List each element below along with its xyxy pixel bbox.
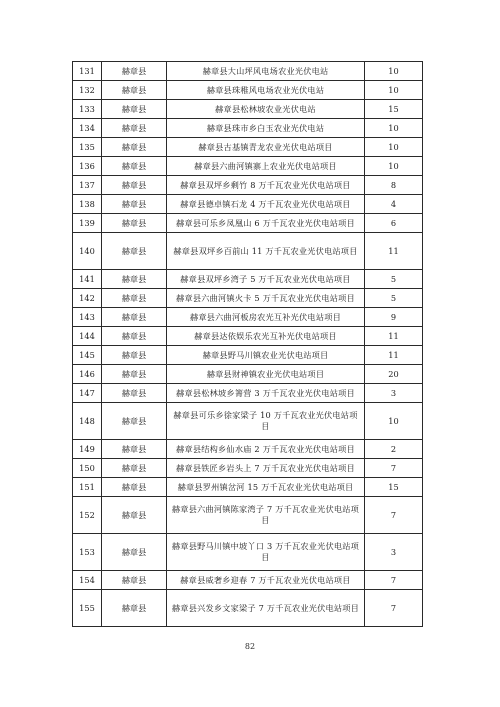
project-name-cell: 赫章县财神镇农业光伏电站项目 [167, 365, 365, 384]
project-name-cell: 赫章县铁匠乡岩头上 7 万千瓦农业光伏电站项目 [167, 459, 365, 478]
project-name-cell: 赫章县野马川镇农业光伏电站项目 [167, 346, 365, 365]
county-cell: 赫章县 [102, 195, 167, 214]
county-cell: 赫章县 [102, 478, 167, 497]
table-row [73, 403, 423, 440]
row-number-cell: 149 [73, 440, 102, 459]
table-row [73, 195, 423, 214]
capacity-cell: 7 [365, 571, 423, 590]
table-row [73, 157, 423, 176]
project-name-cell: 赫章县可乐乡凤凰山 6 万千瓦农业光伏电站项目 [167, 214, 365, 233]
capacity-cell: 7 [365, 497, 423, 534]
project-name-cell: 赫章县六曲河镇陈家湾子 7 万千瓦农业光伏电站项目 [167, 497, 365, 534]
county-cell: 赫章县 [102, 81, 167, 100]
project-name-cell: 赫章县六曲河镇火卡 5 万千瓦农业光伏电站项目 [167, 289, 365, 308]
county-cell: 赫章县 [102, 100, 167, 119]
table-row [73, 478, 423, 497]
table-row [73, 100, 423, 119]
row-number-cell: 135 [73, 138, 102, 157]
project-name-cell: 赫章县威奢乡迎春 7 万千瓦农业光伏电站项目 [167, 571, 365, 590]
capacity-cell: 5 [365, 270, 423, 289]
project-name-cell: 赫章县达依娱乐农光互补光伏电站项目 [167, 327, 365, 346]
table-row [73, 62, 423, 81]
row-number-cell: 133 [73, 100, 102, 119]
table-row [73, 214, 423, 233]
row-number-cell: 134 [73, 119, 102, 138]
table-row [73, 289, 423, 308]
county-cell: 赫章县 [102, 590, 167, 627]
project-name-cell: 赫章县罗州镇岔河 15 万千瓦农业光伏电站项目 [167, 478, 365, 497]
row-number-cell: 140 [73, 233, 102, 270]
table-row [73, 590, 423, 627]
county-cell: 赫章县 [102, 308, 167, 327]
table-row [73, 497, 423, 534]
row-number-cell: 155 [73, 590, 102, 627]
table-row [73, 233, 423, 270]
project-name-cell: 赫章县野马川镇中坡丫口 3 万千瓦农业光伏电站项目 [167, 534, 365, 571]
row-number-cell: 138 [73, 195, 102, 214]
county-cell: 赫章县 [102, 497, 167, 534]
project-name-cell: 赫章县双坪乡剩竹 8 万千瓦农业光伏电站项目 [167, 176, 365, 195]
row-number-cell: 152 [73, 497, 102, 534]
row-number-cell: 143 [73, 308, 102, 327]
capacity-cell: 10 [365, 403, 423, 440]
project-name-cell: 赫章县六曲河板房农光互补光伏电站项目 [167, 308, 365, 327]
county-cell: 赫章县 [102, 289, 167, 308]
project-name-cell: 赫章县古基镇青龙农业光伏电站项目 [167, 138, 365, 157]
capacity-cell: 10 [365, 119, 423, 138]
row-number-cell: 139 [73, 214, 102, 233]
table-row [73, 534, 423, 571]
capacity-cell: 3 [365, 534, 423, 571]
project-name-cell: 赫章县可乐乡徐家梁子 10 万千瓦农业光伏电站项目 [167, 403, 365, 440]
capacity-cell: 5 [365, 289, 423, 308]
capacity-cell: 11 [365, 327, 423, 346]
table-row [73, 384, 423, 403]
project-name-cell: 赫章县大山坪风电场农业光伏电站 [167, 62, 365, 81]
county-cell: 赫章县 [102, 384, 167, 403]
row-number-cell: 132 [73, 81, 102, 100]
capacity-cell: 4 [365, 195, 423, 214]
table-row [73, 81, 423, 100]
row-number-cell: 146 [73, 365, 102, 384]
capacity-cell: 7 [365, 590, 423, 627]
table-row [73, 176, 423, 195]
row-number-cell: 141 [73, 270, 102, 289]
project-name-cell: 赫章县双坪乡湾子 5 万千瓦农业光伏电站项目 [167, 270, 365, 289]
table-body [73, 62, 423, 627]
capacity-cell: 10 [365, 157, 423, 176]
capacity-cell: 20 [365, 365, 423, 384]
county-cell: 赫章县 [102, 176, 167, 195]
county-cell: 赫章县 [102, 346, 167, 365]
project-name-cell: 赫章县珠市乡白玉农业光伏电站 [167, 119, 365, 138]
row-number-cell: 144 [73, 327, 102, 346]
project-name-cell: 赫章县结构乡仙水庙 2 万千瓦农业光伏电站项目 [167, 440, 365, 459]
capacity-cell: 11 [365, 346, 423, 365]
project-name-cell: 赫章县六曲河镇寨上农业光伏电站项目 [167, 157, 365, 176]
capacity-cell: 6 [365, 214, 423, 233]
capacity-cell: 10 [365, 138, 423, 157]
project-name-cell: 赫章县兴发乡文家梁子 7 万千瓦农业光伏电站项目 [167, 590, 365, 627]
row-number-cell: 137 [73, 176, 102, 195]
capacity-cell: 10 [365, 81, 423, 100]
row-number-cell: 131 [73, 62, 102, 81]
project-name-cell: 赫章县松林坡农业光伏电站 [167, 100, 365, 119]
capacity-cell: 15 [365, 478, 423, 497]
row-number-cell: 150 [73, 459, 102, 478]
project-name-cell: 赫章县双坪乡百前山 11 万千瓦农业光伏电站项目 [167, 233, 365, 270]
table-row [73, 119, 423, 138]
capacity-cell: 3 [365, 384, 423, 403]
row-number-cell: 154 [73, 571, 102, 590]
row-number-cell: 148 [73, 403, 102, 440]
county-cell: 赫章县 [102, 233, 167, 270]
project-name-cell: 赫章县珠稚风电场农业光伏电站 [167, 81, 365, 100]
county-cell: 赫章县 [102, 270, 167, 289]
county-cell: 赫章县 [102, 327, 167, 346]
county-cell: 赫章县 [102, 534, 167, 571]
table-row [73, 459, 423, 478]
table-row [73, 308, 423, 327]
table-row [73, 270, 423, 289]
table-row [73, 327, 423, 346]
row-number-cell: 136 [73, 157, 102, 176]
row-number-cell: 153 [73, 534, 102, 571]
capacity-cell: 2 [365, 440, 423, 459]
county-cell: 赫章县 [102, 62, 167, 81]
capacity-cell: 7 [365, 459, 423, 478]
row-number-cell: 145 [73, 346, 102, 365]
table-row [73, 138, 423, 157]
county-cell: 赫章县 [102, 440, 167, 459]
county-cell: 赫章县 [102, 138, 167, 157]
row-number-cell: 147 [73, 384, 102, 403]
table-row [73, 365, 423, 384]
row-number-cell: 142 [73, 289, 102, 308]
row-number-cell: 151 [73, 478, 102, 497]
capacity-cell: 15 [365, 100, 423, 119]
county-cell: 赫章县 [102, 403, 167, 440]
project-name-cell: 赫章县德卓镇石龙 4 万千瓦农业光伏电站项目 [167, 195, 365, 214]
capacity-cell: 11 [365, 233, 423, 270]
county-cell: 赫章县 [102, 365, 167, 384]
capacity-cell: 8 [365, 176, 423, 195]
page-number: 82 [244, 642, 256, 651]
county-cell: 赫章县 [102, 214, 167, 233]
capacity-cell: 9 [365, 308, 423, 327]
county-cell: 赫章县 [102, 571, 167, 590]
table-row [73, 346, 423, 365]
project-name-cell: 赫章县松林坡乡箐营 3 万千瓦农业光伏电站项目 [167, 384, 365, 403]
county-cell: 赫章县 [102, 157, 167, 176]
table-row [73, 440, 423, 459]
county-cell: 赫章县 [102, 459, 167, 478]
county-cell: 赫章县 [102, 119, 167, 138]
project-table [72, 61, 423, 627]
table-row [73, 571, 423, 590]
capacity-cell: 10 [365, 62, 423, 81]
